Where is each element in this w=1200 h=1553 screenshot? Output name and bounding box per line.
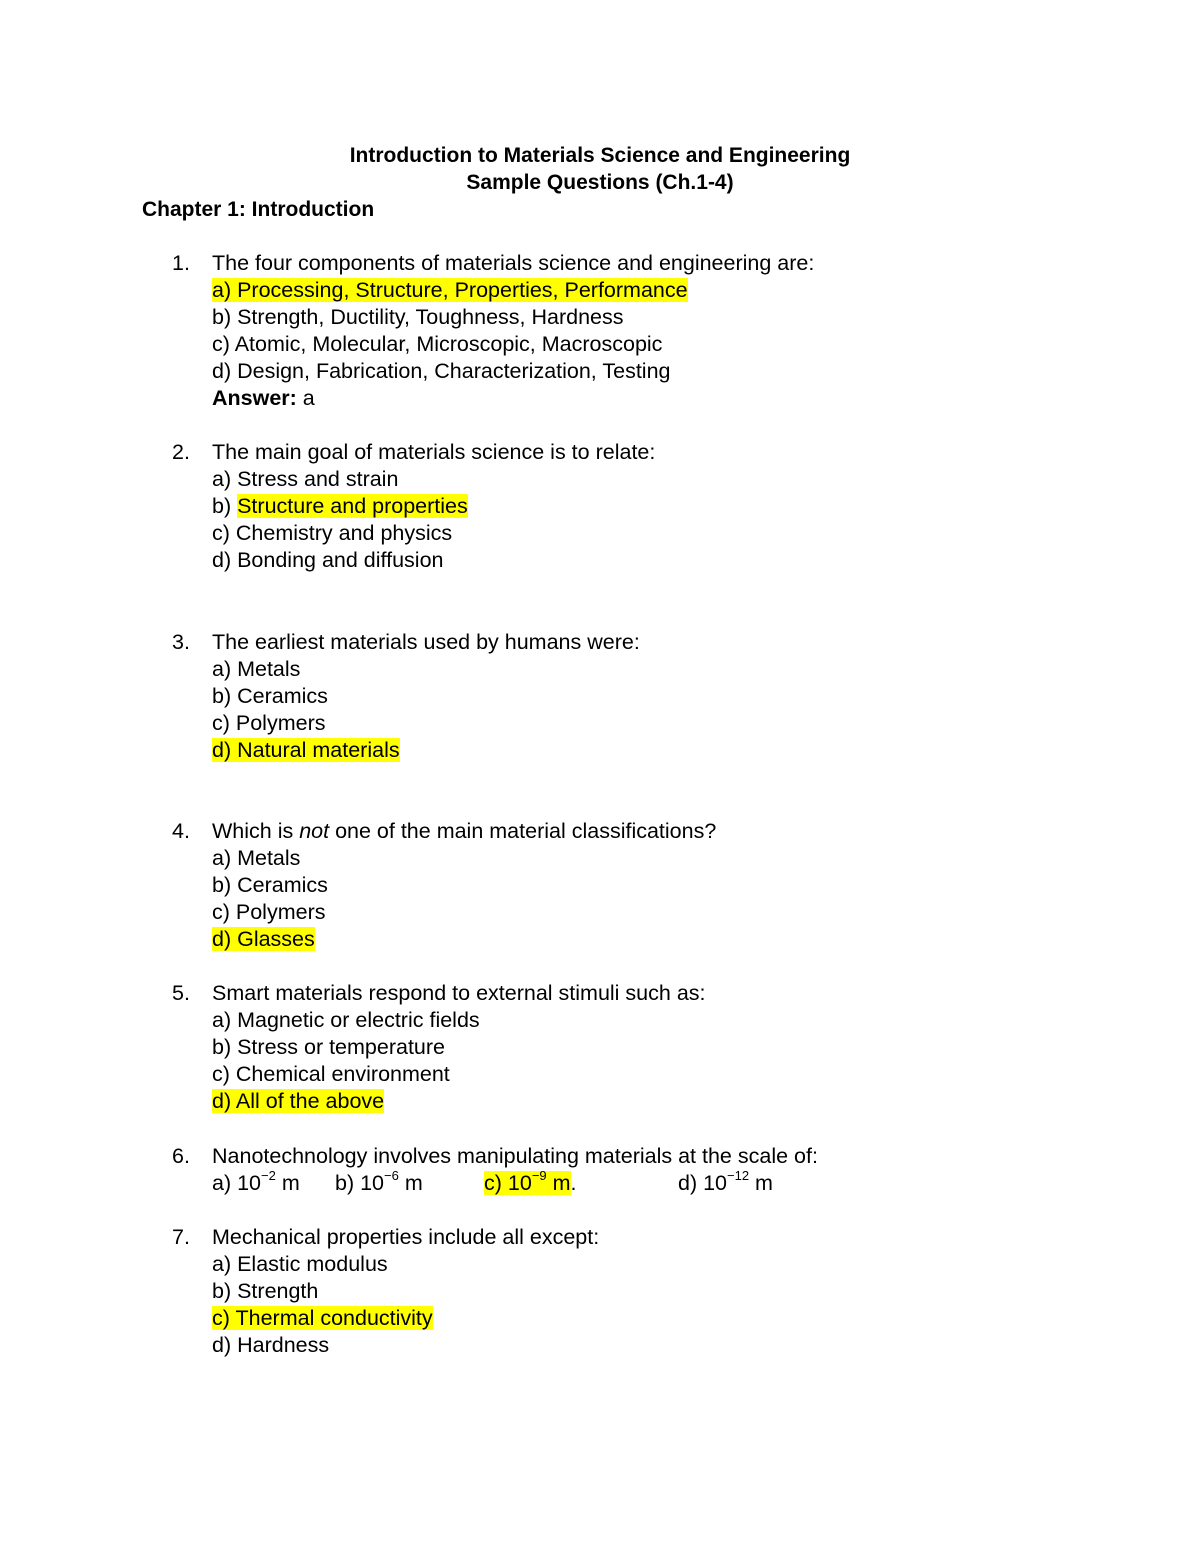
- option-c: c) Atomic, Molecular, Microscopic, Macroscopic: [212, 332, 663, 356]
- option-d-highlighted: d) Natural materials: [212, 738, 400, 762]
- option-exponent: −6: [384, 1167, 399, 1183]
- option-base: b) 10: [335, 1171, 385, 1195]
- option-unit: m: [546, 1171, 571, 1195]
- question-5: [172, 980, 1072, 1115]
- question-stem: Smart materials respond to external stimuli such as:: [212, 981, 706, 1005]
- option-exponent: −9: [531, 1167, 547, 1183]
- chapter-heading: Chapter 1: Introduction: [142, 198, 375, 221]
- option-b: b) Strength: [212, 1279, 319, 1303]
- option-a: a) Metals: [212, 846, 301, 870]
- question-stem: [212, 818, 716, 845]
- question-number: 2.: [172, 440, 190, 464]
- option-a-highlighted: a) Processing, Structure, Properties, Performance: [212, 278, 688, 302]
- question-number: 4.: [172, 819, 190, 843]
- document-subtitle: Sample Questions (Ch.1-4): [466, 171, 734, 194]
- option-b: [335, 1167, 423, 1197]
- inline-options: [212, 1167, 1072, 1197]
- question-4: [172, 818, 1072, 953]
- question-6: [172, 1143, 1072, 1197]
- option-unit: m: [275, 1171, 300, 1195]
- option-d-highlighted: d) All of the above: [212, 1089, 385, 1113]
- stem-emphasis: not: [299, 819, 330, 843]
- option-c-highlighted: c) Thermal conductivity: [212, 1306, 433, 1330]
- option-d: [678, 1167, 773, 1197]
- option-prefix: b): [212, 494, 238, 518]
- option-b: b) Stress or temperature: [212, 1035, 446, 1059]
- question-number: 5.: [172, 981, 190, 1005]
- question-stem: Nanotechnology involves manipulating materials at the scale of:: [212, 1144, 818, 1168]
- option-b-highlighted: Structure and properties: [237, 494, 468, 518]
- question-number: 1.: [172, 251, 190, 275]
- option-trailing: .: [570, 1171, 577, 1195]
- option-c: [484, 1167, 577, 1197]
- option-c: c) Chemistry and physics: [212, 521, 453, 545]
- option-b: [212, 493, 1072, 520]
- option-c-highlighted: [484, 1167, 571, 1195]
- question-number: 7.: [172, 1225, 190, 1249]
- document-title: Introduction to Materials Science and Engineering: [349, 144, 851, 167]
- option-c: c) Polymers: [212, 711, 326, 735]
- option-a: [212, 1167, 300, 1197]
- option-c: c) Chemical environment: [212, 1062, 450, 1086]
- option-b: b) Ceramics: [212, 684, 328, 708]
- option-unit: m: [398, 1171, 423, 1195]
- stem-part: one of the main material classifications?: [329, 819, 717, 843]
- option-b: b) Ceramics: [212, 873, 328, 897]
- question-7: [172, 1224, 1072, 1359]
- option-d-highlighted: d) Glasses: [212, 927, 315, 951]
- question-stem: The main goal of materials science is to relate:: [212, 440, 656, 464]
- option-base: c) 10: [484, 1171, 532, 1195]
- option-b: b) Strength, Ductility, Toughness, Hardness: [212, 305, 624, 329]
- question-stem: The four components of materials science and engineering are:: [212, 251, 815, 275]
- question-3: [172, 629, 1072, 764]
- question-number: 6.: [172, 1144, 190, 1168]
- option-unit: m: [749, 1171, 773, 1195]
- option-exponent: −2: [261, 1167, 276, 1183]
- option-d: d) Hardness: [212, 1333, 330, 1357]
- option-d: d) Bonding and diffusion: [212, 548, 444, 572]
- option-exponent: −12: [727, 1167, 750, 1183]
- option-a: a) Metals: [212, 657, 301, 681]
- option-d: d) Design, Fabrication, Characterization, Testing: [212, 359, 671, 383]
- answer-line: [212, 385, 1072, 412]
- question-1: [172, 250, 1072, 412]
- option-base: d) 10: [678, 1171, 728, 1195]
- answer-label: Answer:: [212, 386, 297, 410]
- question-stem: Mechanical properties include all except:: [212, 1225, 600, 1249]
- question-2: [172, 439, 1072, 574]
- option-base: a) 10: [212, 1171, 262, 1195]
- stem-part: Which is: [212, 819, 300, 843]
- question-stem: The earliest materials used by humans were:: [212, 630, 640, 654]
- option-a: a) Elastic modulus: [212, 1252, 388, 1276]
- question-number: 3.: [172, 630, 190, 654]
- option-a: a) Stress and strain: [212, 467, 399, 491]
- option-a: a) Magnetic or electric fields: [212, 1008, 480, 1032]
- option-c: c) Polymers: [212, 900, 326, 924]
- answer-value: a: [296, 386, 315, 410]
